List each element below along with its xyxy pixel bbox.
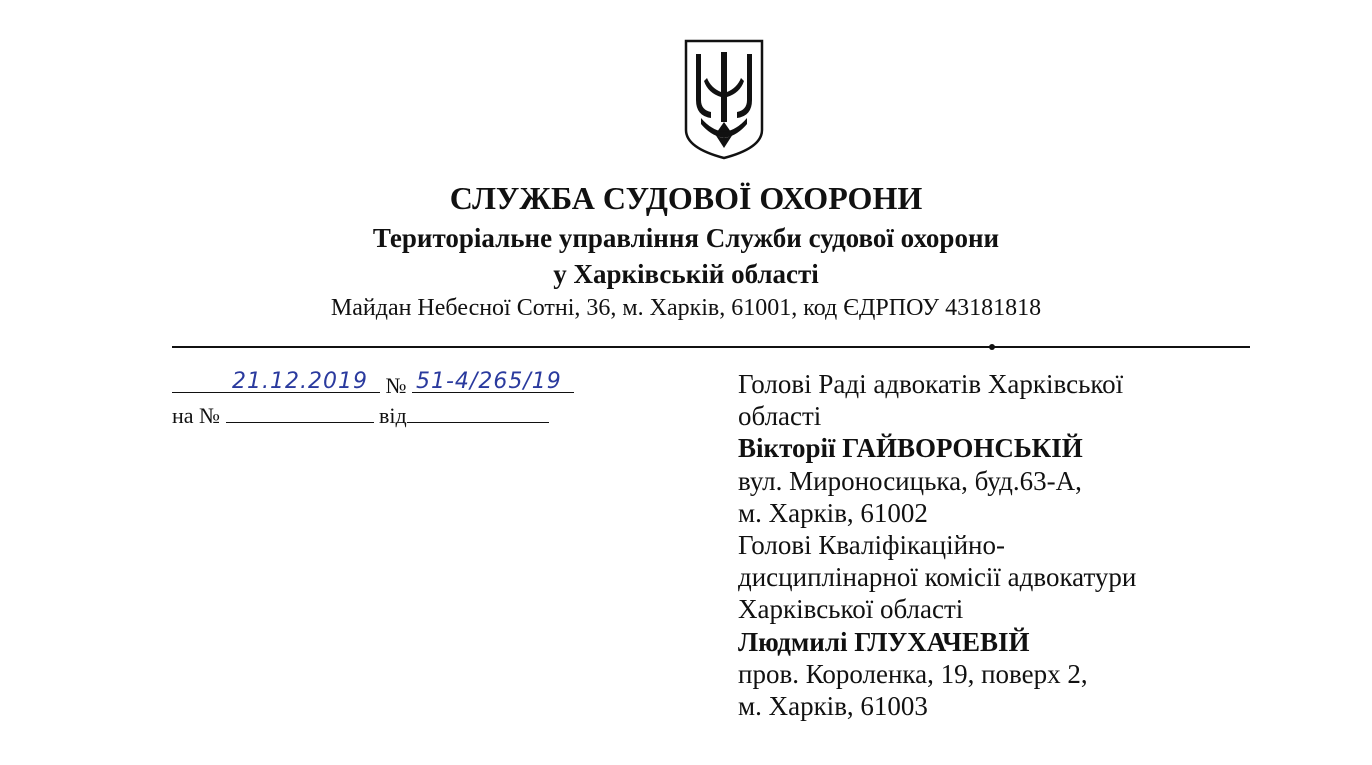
recipient2-name: Людмилі ГЛУХАЧЕВІЙ: [738, 626, 1030, 657]
recipient1-address-line2: м. Харків, 61002: [738, 497, 928, 528]
recipient2-address-line2: м. Харків, 61003: [738, 691, 928, 722]
recipient1-title-line2: області: [738, 401, 822, 432]
header-divider: [172, 346, 1250, 348]
date-handwritten: 21.12.2019: [232, 369, 368, 394]
recipient2-title-line1: Голові Кваліфікаційно-: [738, 530, 1005, 561]
incoming-reference: [172, 400, 549, 429]
reference-label: на №: [172, 403, 221, 428]
coat-of-arms-icon: [683, 38, 765, 160]
organization-name: СЛУЖБА СУДОВОЇ ОХОРОНИ: [449, 180, 923, 216]
reference-number-field: [226, 400, 374, 423]
number-field: [412, 370, 574, 393]
recipient-block: [738, 368, 1298, 722]
department-name-line2: у Харківській області: [553, 259, 819, 289]
number-handwritten: 51-4/265/19: [416, 369, 562, 394]
date-field: [172, 370, 380, 393]
recipient2-address-line1: пров. Короленка, 19, поверх 2,: [738, 658, 1088, 689]
outgoing-registration: [172, 370, 574, 399]
from-label: від: [379, 403, 407, 428]
reference-date-field: [407, 400, 549, 423]
organization-address: Майдан Небесної Сотні, 36, м. Харків, 61001, код ЄДРПОУ 43181818: [330, 295, 1042, 321]
header-divider-mark: [989, 344, 995, 350]
recipient1-title-line1: Голові Раді адвокатів Харківської: [738, 369, 1124, 399]
recipient1-address-line1: вул. Мироносицька, буд.63-А,: [738, 465, 1082, 496]
number-label: №: [385, 373, 407, 398]
recipient2-title-line3: Харківської області: [738, 594, 964, 625]
recipient1-name: Вікторії ГАЙВОРОНСЬКІЙ: [738, 433, 1083, 464]
recipient2-title-line2: дисциплінарної комісії адвокатури: [738, 562, 1137, 593]
department-name-line1: Територіальне управління Служби судової охорони: [372, 223, 1000, 253]
